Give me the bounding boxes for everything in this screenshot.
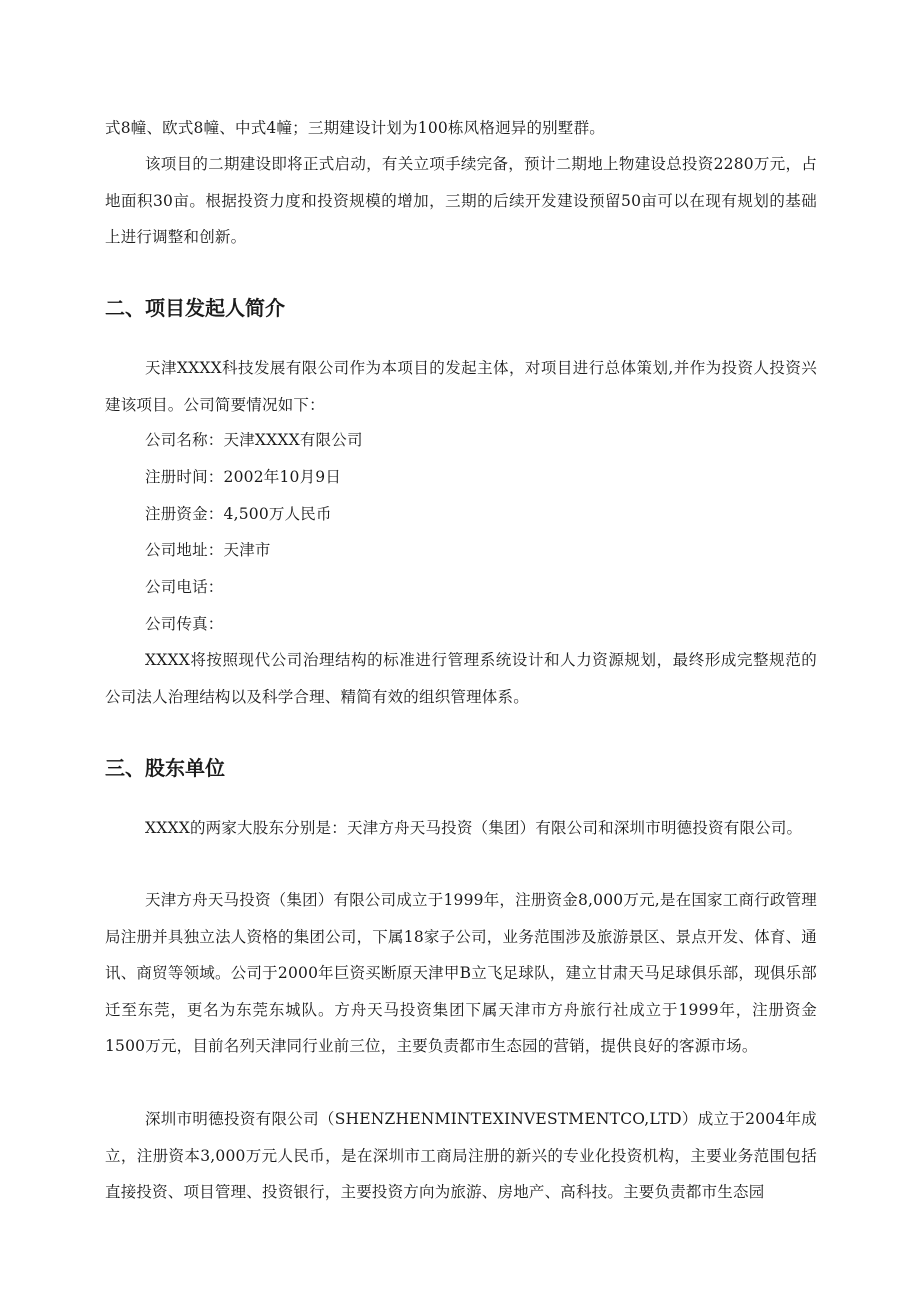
continued-paragraph: 式8幢、欧式8幢、中式4幢；三期建设计划为100栋风格迥异的别墅群。: [105, 119, 605, 137]
field-value: 天津市: [223, 541, 271, 559]
field-label: 公司地址：: [145, 541, 224, 559]
section-heading-shareholders: 三、股东单位: [105, 756, 225, 780]
fangzhou-tianma-paragraph: 天津方舟天马投资（集团）有限公司成立于1999年，注册资金8,000万元,是在国家工商行政管理局注册并具独立法人资格的集团公司，下属18家子公司，业务范围涉及旅游景区、景点开发、体育、通讯、商贸等领域。公司于2000年巨资买断原天津甲B立飞足球队，建立甘肃天马足球俱乐部，现俱乐部迁至东莞，更名为东莞东城队。方舟天马投资集团下属天津市方舟旅行社成立于1999年，注册资金1500万元，目前名列天津同行业前三位，主要负责都市生态园的营销，提供良好的客源市场。: [105, 891, 817, 1055]
mingde-paragraph: 深圳市明德投资有限公司（SHENZHENMINTEXINVESTMENTCO,LTD）成立于2004年成立，注册资本3,000万元人民币，是在深圳市工商局注册的新兴的专业化投资机构，主要业务范围包括直接投资、项目管理、投资银行，主要投资方向为旅游、房地产、高科技。主要负责都市生态园: [105, 1110, 817, 1201]
field-company-address: [145, 532, 271, 569]
field-registered-capital: [145, 496, 332, 533]
shareholders-paragraph: XXXX的两家大股东分别是：天津方舟天马投资（集团）有限公司和深圳市明德投资有限公司。: [145, 819, 803, 837]
section-heading-sponsor: 二、项目发起人简介: [105, 296, 285, 320]
field-company-name: [145, 422, 363, 459]
field-value: 天津XXXX有限公司: [223, 431, 363, 449]
sponsor-intro-paragraph: 天津XXXX科技发展有限公司作为本项目的发起主体，对项目进行总体策划,并作为投资人投资兴建该项目。公司简要情况如下：: [105, 359, 817, 414]
field-label: 公司传真：: [145, 615, 224, 633]
field-label: 注册资金：: [145, 505, 224, 523]
phase2-paragraph: 该项目的二期建设即将正式启动，有关立项手续完备，预计二期地上物建设总投资2280万元，占地面积30亩。根据投资力度和投资规模的增加，三期的后续开发建设预留50亩可以在现有规划的基础上进行调整和创新。: [105, 155, 817, 246]
field-registration-date: [145, 459, 341, 496]
field-label: 公司名称：: [145, 431, 224, 449]
field-company-phone: [145, 569, 224, 606]
field-company-fax: [145, 606, 224, 643]
field-value: 2002年10月9日: [223, 468, 342, 486]
field-label: 公司电话：: [145, 578, 224, 596]
sponsor-closing-paragraph: XXXX将按照现代公司治理结构的标准进行管理系统设计和人力资源规划，最终形成完整规范的公司法人治理结构以及科学合理、精简有效的组织管理体系。: [105, 651, 817, 706]
field-value: 4,500万人民币: [223, 505, 332, 523]
field-label: 注册时间：: [145, 468, 224, 486]
